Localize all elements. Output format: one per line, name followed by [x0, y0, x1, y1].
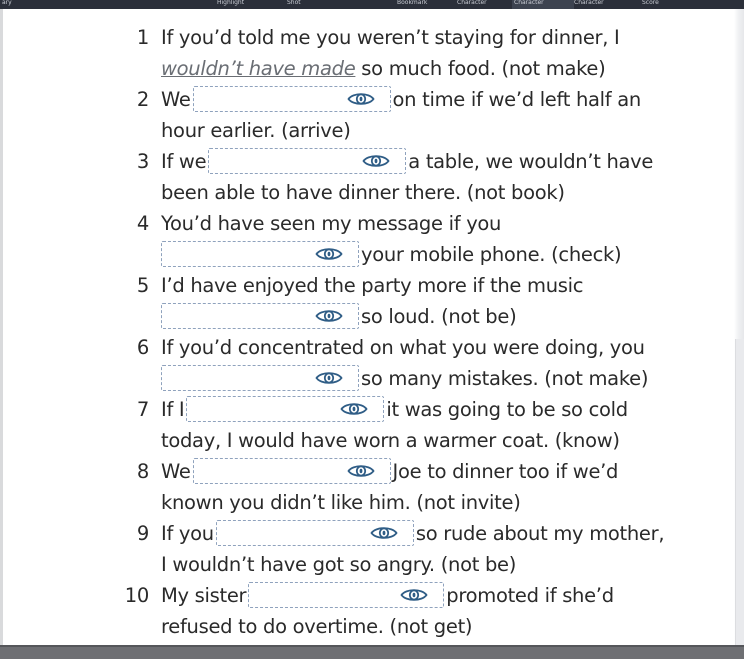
toolbar-tab[interactable]: ary	[2, 0, 12, 6]
item-text-line	[161, 456, 718, 487]
toolbar-tab[interactable]: Highlight	[217, 0, 245, 6]
item-text-line: refused to do overtime. (not get)	[161, 615, 473, 638]
answer-gap[interactable]	[161, 241, 359, 267]
exercise-item	[118, 518, 718, 580]
item-text: your mobile phone. (check)	[361, 243, 622, 266]
item-text-line: hour earlier. (arrive)	[161, 119, 351, 142]
eye-icon[interactable]	[400, 587, 428, 603]
right-frame-edge	[734, 9, 744, 645]
exercise-item	[118, 580, 718, 642]
toolbar-tab[interactable]: Character	[574, 0, 604, 6]
item-text: We	[161, 88, 191, 111]
answer-gap[interactable]	[193, 458, 391, 484]
left-frame-edge	[0, 9, 3, 645]
item-text: so much food. (not make)	[355, 57, 606, 80]
item-text-line	[161, 518, 718, 549]
item-text: Joe to dinner too if we’d	[392, 460, 619, 483]
eye-icon[interactable]	[315, 308, 343, 324]
answer-gap[interactable]	[216, 520, 414, 546]
exercise-item	[118, 394, 718, 456]
toolbar-tab[interactable]: Bookmark	[397, 0, 428, 6]
answer-gap[interactable]	[161, 303, 359, 329]
item-text: so loud. (not be)	[361, 305, 517, 328]
item-text-line: known you didn’t like him. (not invite)	[161, 491, 521, 514]
answer-gap[interactable]	[248, 582, 444, 608]
item-text-line	[161, 363, 718, 394]
item-number: 8	[136, 460, 149, 483]
item-text-line: If you’d concentrated on what you were doing, you	[161, 336, 645, 359]
item-number: 10	[124, 584, 149, 607]
item-number: 3	[136, 150, 149, 173]
item-text-line: today, I would have worn a warmer coat. (know)	[161, 429, 620, 452]
item-text: on time if we’d left half an	[392, 88, 641, 111]
item-text: so rude about my mother,	[415, 522, 665, 545]
scrollbar-thumb[interactable]	[735, 339, 744, 645]
exercise-item	[118, 456, 718, 518]
exercise-item	[118, 208, 718, 270]
item-text: My sister	[161, 584, 247, 607]
eye-icon[interactable]	[362, 153, 390, 169]
exercise-list	[118, 22, 718, 642]
item-text-line: You’d have seen my message if you	[161, 212, 502, 235]
item-text: it was going to be so cold	[386, 398, 628, 421]
toolbar-tab[interactable]: Character	[512, 0, 574, 9]
exercise-item	[118, 22, 718, 84]
toolbar-tab[interactable]: Character	[457, 0, 487, 6]
answer-gap[interactable]	[208, 148, 406, 174]
item-number: 7	[136, 398, 149, 421]
item-text-line	[161, 84, 718, 115]
exercise-item	[118, 270, 718, 332]
item-text-line: If you’d told me you weren’t staying for dinner, I	[161, 26, 620, 49]
item-text: We	[161, 460, 191, 483]
answer-gap[interactable]	[193, 86, 391, 112]
item-text: If I	[161, 398, 185, 421]
eye-icon[interactable]	[315, 246, 343, 262]
item-number: 1	[136, 26, 149, 49]
item-text-line	[161, 146, 718, 177]
item-text-line	[161, 394, 718, 425]
eye-icon[interactable]	[315, 370, 343, 386]
item-text: If we	[161, 150, 207, 173]
item-text-line: I’d have enjoyed the party more if the music	[161, 274, 584, 297]
exercise-item	[118, 332, 718, 394]
eye-icon[interactable]	[347, 463, 375, 479]
answer-gap[interactable]	[186, 396, 384, 422]
answer-gap[interactable]	[161, 365, 359, 391]
item-text-line	[161, 53, 718, 84]
item-number: 6	[136, 336, 149, 359]
toolbar-tab[interactable]: Score	[642, 0, 659, 6]
item-text: a table, we wouldn’t have	[408, 150, 654, 173]
item-number: 4	[136, 212, 149, 235]
top-toolbar	[0, 0, 744, 9]
item-text-line: been able to have dinner there. (not book)	[161, 181, 565, 204]
item-number: 9	[136, 522, 149, 545]
item-number: 5	[136, 274, 149, 297]
item-text: so many mistakes. (not make)	[361, 367, 649, 390]
item-text-line: I wouldn’t have got so angry. (not be)	[161, 553, 517, 576]
eye-icon[interactable]	[370, 525, 398, 541]
item-text: If you	[161, 522, 214, 545]
item-number: 2	[136, 88, 149, 111]
item-text-line	[161, 580, 718, 611]
toolbar-tab[interactable]: Shot	[287, 0, 301, 6]
answer-text: wouldn’t have made	[161, 57, 356, 80]
item-text-line	[161, 239, 718, 270]
eye-icon[interactable]	[340, 401, 368, 417]
exercise-item	[118, 146, 718, 208]
item-text-line	[161, 301, 718, 332]
item-text: promoted if she’d	[446, 584, 614, 607]
eye-icon[interactable]	[347, 91, 375, 107]
exercise-item	[118, 84, 718, 146]
